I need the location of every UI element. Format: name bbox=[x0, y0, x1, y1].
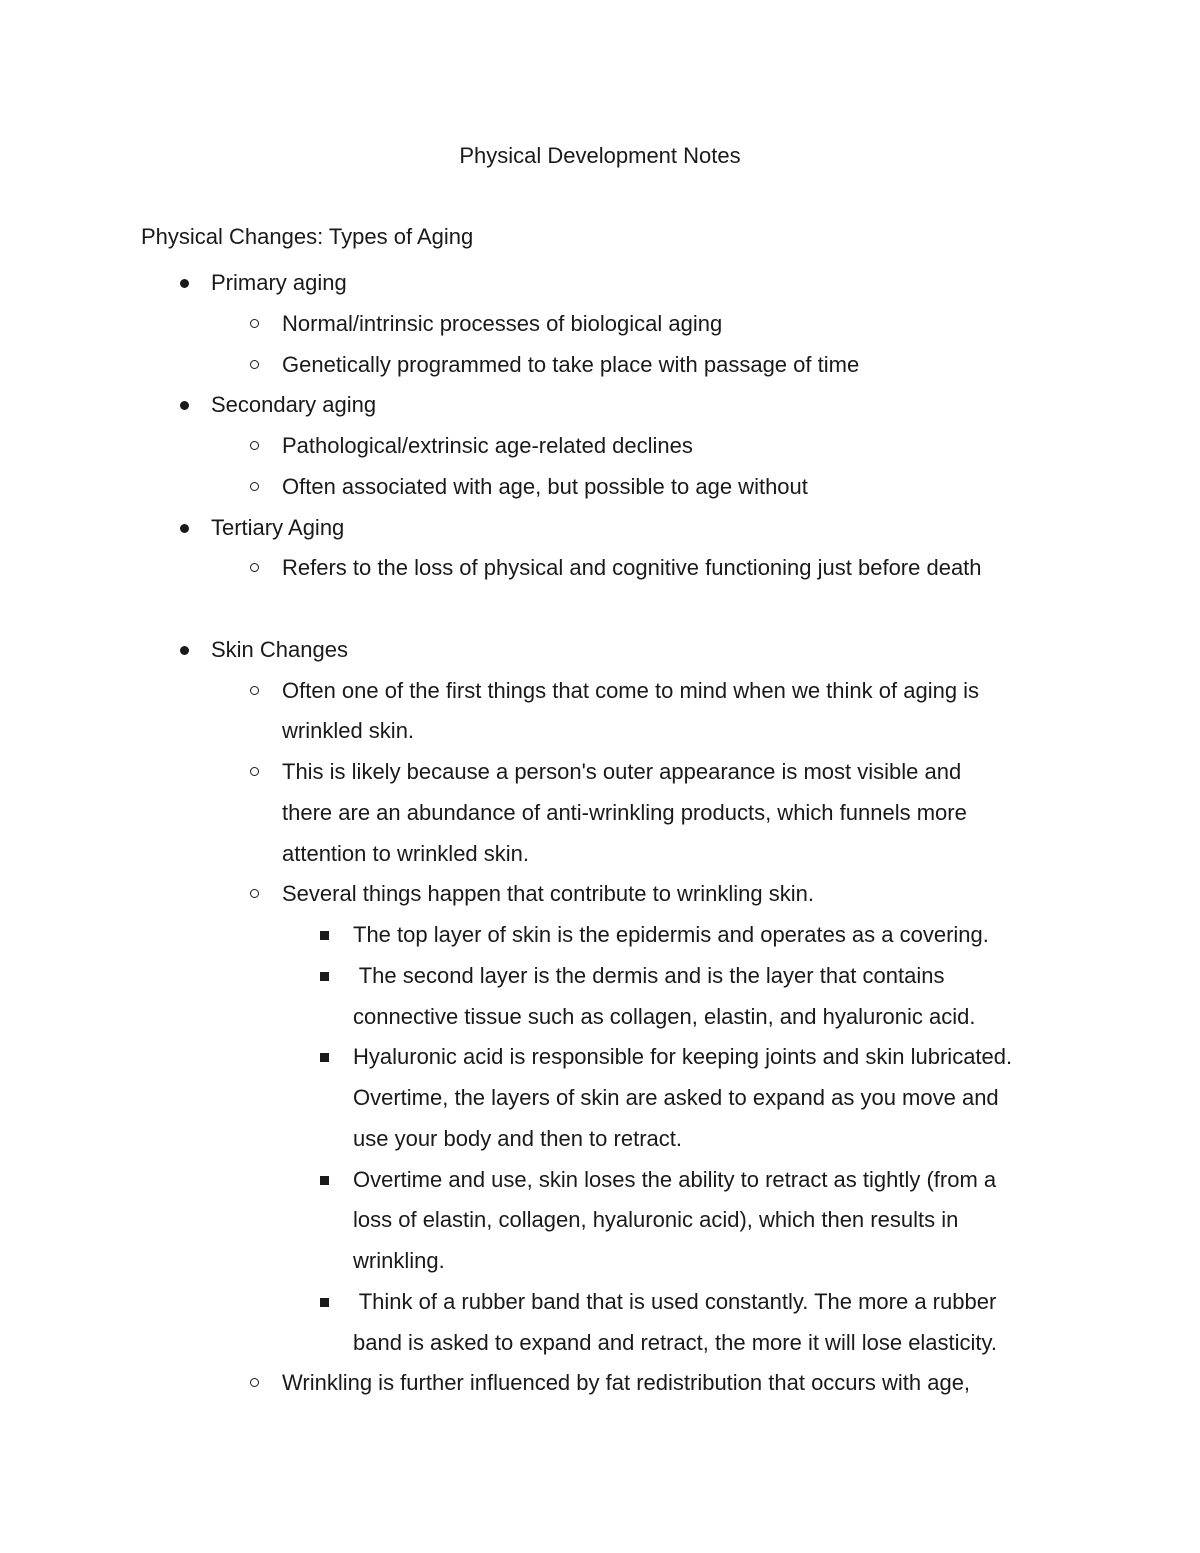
filled-circle-bullet-icon bbox=[180, 524, 189, 533]
list-item bbox=[0, 711, 1200, 752]
list-item bbox=[0, 385, 1200, 426]
list-item-text: The top layer of skin is the epidermis and operates as a covering. bbox=[353, 922, 989, 947]
list-item bbox=[0, 304, 1200, 345]
hollow-circle-bullet-icon bbox=[250, 686, 259, 695]
list-item-text: attention to wrinkled skin. bbox=[282, 840, 530, 866]
list-item bbox=[0, 1363, 1200, 1404]
list-item-text: wrinkled skin. bbox=[282, 718, 415, 744]
list-item-text: Overtime, the layers of skin are asked to expand as you move and bbox=[353, 1085, 999, 1110]
list-item-text: Skin Changes bbox=[211, 636, 348, 662]
list-item-text: Secondary aging bbox=[211, 392, 377, 418]
list-item bbox=[0, 548, 1200, 589]
list-item bbox=[0, 1200, 1200, 1241]
list-item bbox=[0, 1037, 1200, 1078]
list-item bbox=[0, 1241, 1200, 1282]
square-bullet-icon bbox=[320, 1298, 329, 1307]
list-item bbox=[0, 1078, 1200, 1119]
filled-circle-bullet-icon bbox=[180, 401, 189, 410]
list-item-text: Normal/intrinsic processes of biological aging bbox=[282, 310, 723, 336]
document-title: Physical Development Notes bbox=[459, 143, 741, 168]
list-item-text: Primary aging bbox=[211, 270, 347, 295]
list-item-text: band is asked to expand and retract, the more it will lose elasticity. bbox=[353, 1329, 998, 1355]
list-item bbox=[0, 345, 1200, 386]
filled-circle-bullet-icon bbox=[180, 646, 189, 655]
list-item-text: Pathological/extrinsic age-related declines bbox=[282, 433, 693, 458]
list-item bbox=[0, 1119, 1200, 1160]
list-item bbox=[0, 630, 1200, 671]
list-item bbox=[0, 1282, 1200, 1323]
list-item-text: Hyaluronic acid is responsible for keeping joints and skin lubricated. bbox=[353, 1044, 1013, 1070]
list-item-text: Tertiary Aging bbox=[211, 514, 345, 540]
list-item-text: Wrinkling is further influenced by fat redistribution that occurs with age, bbox=[282, 1370, 971, 1396]
list-item bbox=[0, 1160, 1200, 1201]
list-item-text: Several things happen that contribute to wrinkling skin. bbox=[282, 881, 814, 907]
list-item bbox=[0, 263, 1200, 304]
list-item-text: This is likely because a person's outer appearance is most visible and bbox=[282, 759, 962, 784]
list-item-text: wrinkling. bbox=[353, 1248, 445, 1273]
list-item bbox=[0, 956, 1200, 997]
list-item-text: loss of elastin, collagen, hyaluronic acid), which then results in bbox=[353, 1207, 959, 1233]
list-item-text: Genetically programmed to take place with passage of time bbox=[282, 351, 860, 377]
list-item bbox=[0, 752, 1200, 793]
list-item bbox=[0, 874, 1200, 915]
hollow-circle-bullet-icon bbox=[250, 441, 259, 450]
list-item-text: Overtime and use, skin loses the ability to retract as tightly (from a bbox=[353, 1166, 997, 1192]
list-item-text: Refers to the loss of physical and cognitive functioning just before death bbox=[282, 555, 982, 581]
list-item-text: use your body and then to retract. bbox=[353, 1125, 682, 1151]
section-heading: Physical Changes: Types of Aging bbox=[141, 224, 474, 249]
list-item-text: there are an abundance of anti-wrinkling products, which funnels more bbox=[282, 799, 967, 825]
square-bullet-icon bbox=[320, 972, 329, 981]
list-item bbox=[0, 793, 1200, 834]
hollow-circle-bullet-icon bbox=[250, 767, 259, 776]
hollow-circle-bullet-icon bbox=[250, 563, 259, 572]
list-item bbox=[0, 834, 1200, 875]
hollow-circle-bullet-icon bbox=[250, 482, 259, 491]
square-bullet-icon bbox=[320, 1053, 329, 1062]
filled-circle-bullet-icon bbox=[180, 279, 189, 288]
list-item bbox=[0, 915, 1200, 956]
list-item bbox=[0, 671, 1200, 712]
list-item-text: Often one of the first things that come to mind when we think of aging is bbox=[282, 677, 980, 703]
list-item-text: Often associated with age, but possible to age without bbox=[282, 473, 808, 499]
list-item-text: connective tissue such as collagen, elastin, and hyaluronic acid. bbox=[353, 1003, 976, 1029]
hollow-circle-bullet-icon bbox=[250, 1378, 259, 1387]
list-item bbox=[0, 508, 1200, 549]
hollow-circle-bullet-icon bbox=[250, 360, 259, 369]
list-item-text: The second layer is the dermis and is the layer that contains bbox=[353, 962, 945, 988]
list-item bbox=[0, 426, 1200, 467]
square-bullet-icon bbox=[320, 1176, 329, 1185]
hollow-circle-bullet-icon bbox=[250, 319, 259, 328]
list-item-text: Think of a rubber band that is used constantly. The more a rubber bbox=[353, 1288, 997, 1314]
list-item bbox=[0, 1323, 1200, 1364]
blank-line bbox=[0, 589, 1200, 630]
square-bullet-icon bbox=[320, 931, 329, 940]
list-item bbox=[0, 997, 1200, 1038]
list-item bbox=[0, 467, 1200, 508]
notes-list bbox=[0, 263, 1200, 1404]
hollow-circle-bullet-icon bbox=[250, 889, 259, 898]
